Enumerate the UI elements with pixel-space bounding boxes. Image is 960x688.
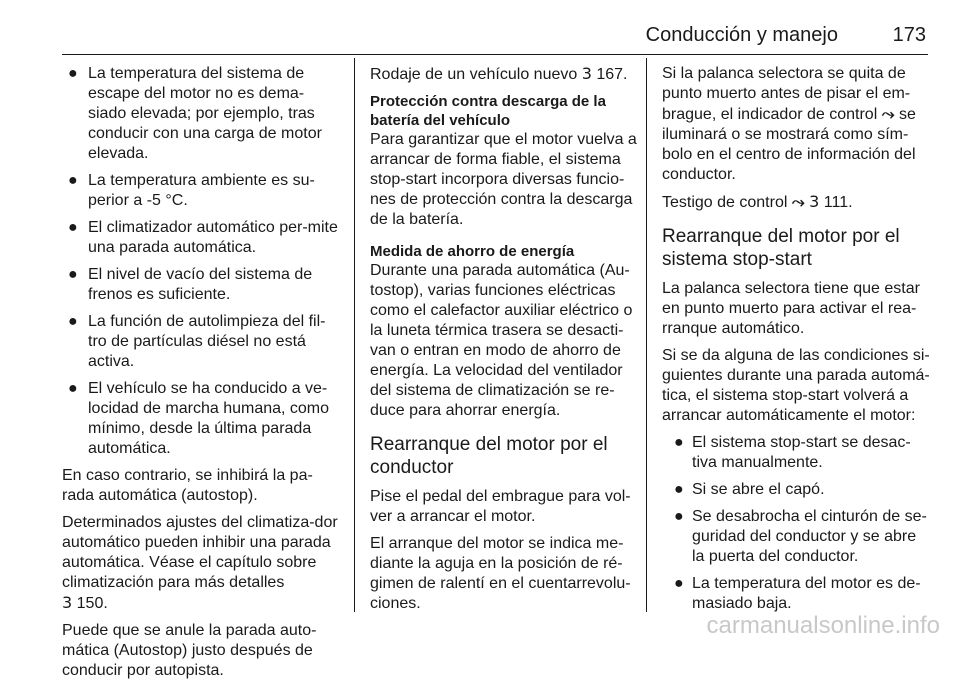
paragraph: Para garantizar que el motor vuelva a arrancar de forma fiable, el sistema stop-start incorpora diversas funcio-nes de protección contra la descarga de la batería. (370, 131, 637, 228)
page-reference[interactable]: 167. (596, 66, 628, 83)
list-item (62, 218, 342, 258)
list-item (62, 379, 342, 459)
column-divider-2 (646, 58, 647, 612)
heading-system-restart: Rearranque del motor por el sistema stop-start (662, 226, 900, 270)
bullet-icon: ● (674, 434, 684, 451)
list-item (662, 433, 930, 473)
paragraph: Testigo de control ⤳ 3 111. (662, 192, 853, 211)
page-header (62, 0, 928, 55)
list-item-text: El vehículo se ha conducido a ve-locidad de marcha humana, como mínimo, desde la última parada automática. (88, 380, 330, 457)
list-item (62, 312, 342, 372)
list-item (662, 574, 930, 614)
page-reference-icon: 3 (62, 593, 73, 612)
paragraph: El arranque del motor se indica me-diante la aguja en la posición de ré-gimen de ralentí en el cuentarrevolu-ciones. (370, 535, 631, 612)
bullet-icon: ● (68, 172, 78, 189)
page-number: 173 (892, 24, 926, 46)
page-reference[interactable]: 150. (76, 595, 108, 612)
paragraph: Puede que se anule la parada auto-mática (Autostop) justo después de conducir por autopista. (62, 622, 317, 679)
section-title: Conducción y manejo (645, 24, 838, 46)
control-indicator-icon: ⤳ (881, 104, 895, 123)
conditions-list (62, 64, 342, 459)
column-3 (662, 64, 930, 621)
bullet-icon: ● (68, 219, 78, 236)
column-2 (370, 64, 638, 621)
list-item (662, 507, 930, 567)
watermark: carmanualsonline.info (706, 612, 940, 639)
paragraph: Determinados ajustes del climatiza-dor automático pueden inhibir una parada automática. Véase el capítulo sobre climatización para más detalles 3 150. (62, 514, 338, 612)
paragraph: Si se da alguna de las condiciones si-guientes durante una parada automá-tica, el sistema stop-start volverá a arrancar automáticamente el motor: (662, 347, 930, 424)
page-reference-icon: 3 (809, 192, 820, 211)
list-item-text: La temperatura ambiente es su-perior a -5 °C. (88, 172, 315, 209)
list-item-text: La temperatura del motor es de-masiado baja. (692, 575, 921, 612)
list-item (62, 171, 342, 211)
list-item-text: El nivel de vacío del sistema de frenos es suficiente. (88, 266, 313, 303)
heading-driver-restart: Rearranque del motor por el conductor (370, 434, 608, 478)
page-reference-icon: 3 (581, 64, 592, 83)
bullet-icon: ● (674, 508, 684, 525)
list-item-text: El sistema stop-start se desac-tiva manualmente. (692, 434, 911, 471)
list-item (662, 480, 930, 500)
paragraph: Durante una parada automática (Au-tostop), varias funciones eléctricas como el calefactor auxiliar eléctrico o la luneta térmica trasera se desacti-van o entran en modo de ahorro de energía. La velocidad del ventilador del sistema de climatización se re-duce para ahorrar energía. (370, 262, 633, 419)
subheading-battery-protection: Protección contra descarga de la batería del vehículo (370, 93, 606, 129)
bullet-icon: ● (68, 380, 78, 397)
column-divider-1 (354, 58, 355, 612)
page-reference[interactable]: 111. (823, 194, 853, 211)
paragraph: En caso contrario, se inhibirá la pa-rada automática (autostop). (62, 467, 313, 504)
bullet-icon: ● (674, 481, 684, 498)
subheading-energy-saving: Medida de ahorro de energía (370, 243, 575, 260)
column-1 (62, 64, 342, 688)
bullet-icon: ● (68, 313, 78, 330)
list-item-text: La función de autolimpieza del fil-tro de partículas diésel no está activa. (88, 313, 326, 370)
restart-conditions-list (662, 433, 930, 614)
control-indicator-icon: ⤳ (791, 192, 805, 211)
list-item-text: Se desabrocha el cinturón de se-guridad del conductor y se abre la puerta del conductor. (692, 508, 927, 565)
list-item (62, 265, 342, 305)
paragraph: La palanca selectora tiene que estar en punto muerto para activar el rea-rranque automático. (662, 280, 920, 337)
paragraph: Pise el pedal del embrague para vol-ver a arrancar el motor. (370, 488, 631, 525)
paragraph: Si la palanca selectora se quita de punto muerto antes de pisar el em-brague, el indicador de control ⤳ se iluminará o se mostrará como sím-bolo en el centro de información del conductor. (662, 65, 916, 183)
list-item-text: La temperatura del sistema de escape del motor no es dema-siado elevada; por ejemplo, tras conducir con una carga de motor elevada. (88, 65, 322, 162)
bullet-icon: ● (68, 65, 78, 82)
list-item (62, 64, 342, 164)
list-item-text: El climatizador automático per-mite una parada automática. (88, 219, 338, 256)
paragraph: Rodaje de un vehículo nuevo 3 167. (370, 64, 628, 83)
list-item-text: Si se abre el capó. (692, 481, 825, 498)
bullet-icon: ● (674, 575, 684, 592)
bullet-icon: ● (68, 266, 78, 283)
